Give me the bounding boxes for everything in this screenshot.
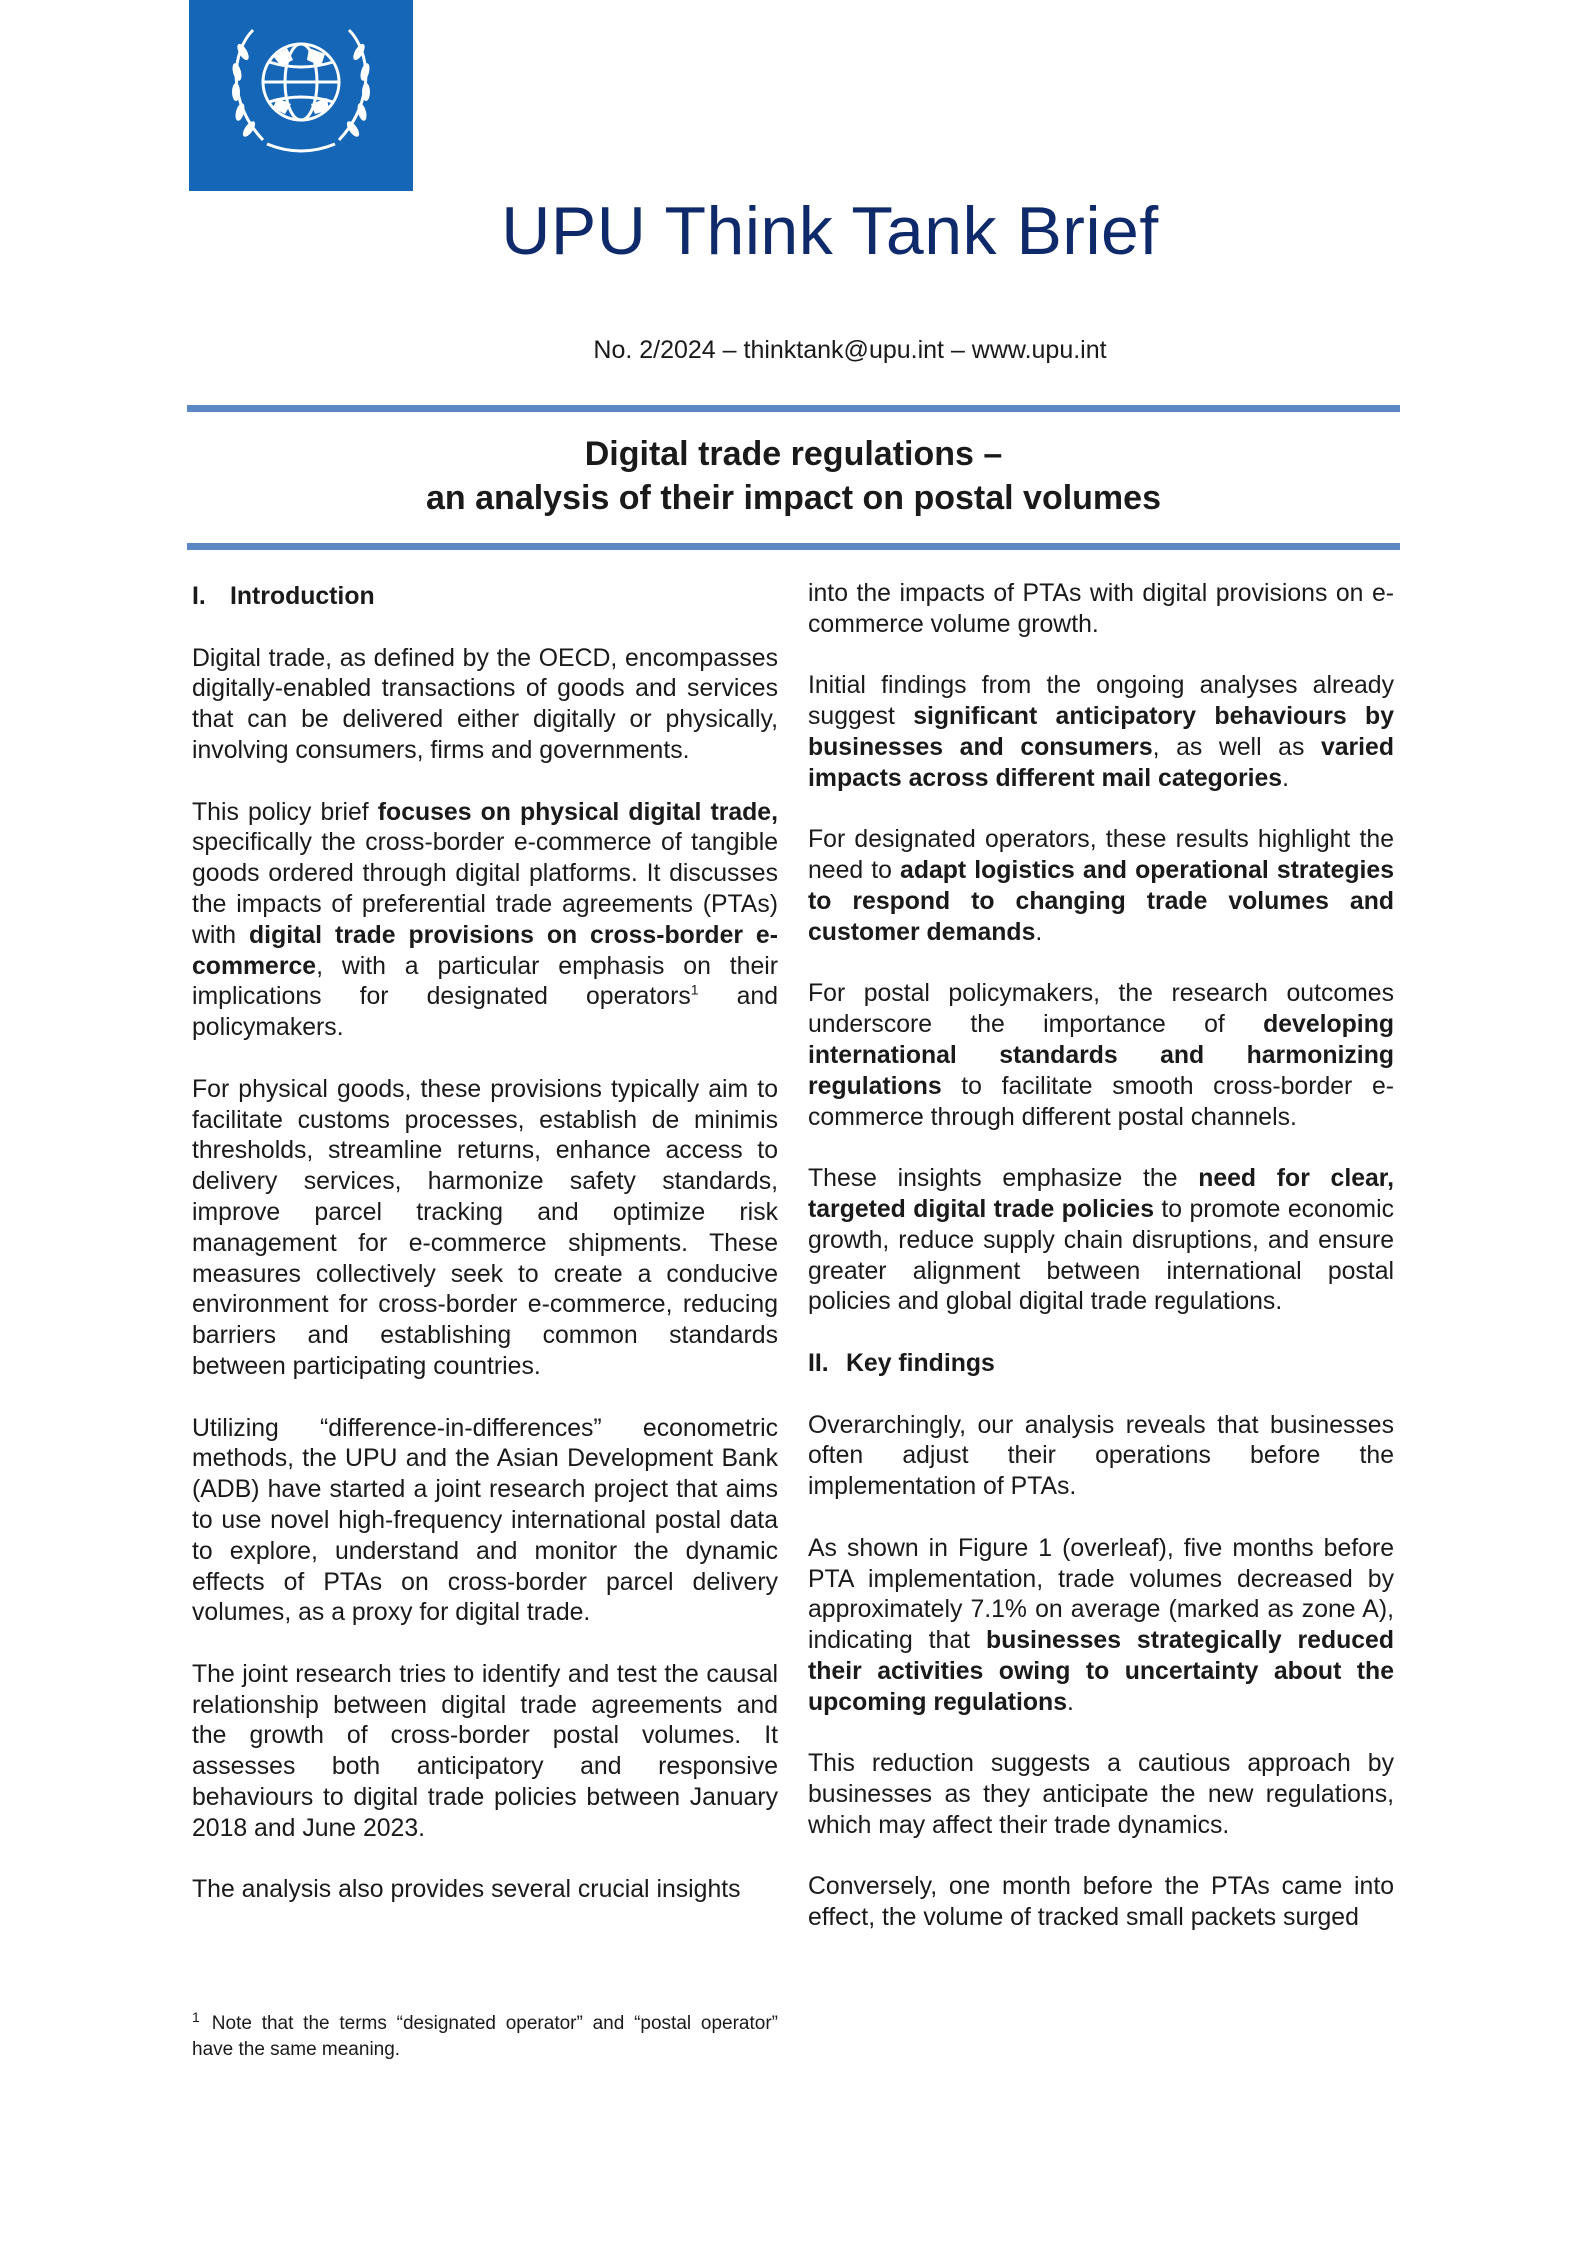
upu-emblem-icon xyxy=(213,12,389,162)
issue-contact-line: No. 2/2024 – thinktank@upu.int – www.upu.int xyxy=(593,336,1107,364)
brief-title xyxy=(187,432,1400,520)
brief-title-line-2: an analysis of their impact on postal volumes xyxy=(426,479,1161,517)
divider-top xyxy=(187,405,1400,412)
paragraph: The analysis also provides several crucial insights xyxy=(192,1876,741,1904)
paragraph: For postal policymakers, the research outcomes underscore the importance of developing international standards and harmonizing regulations to facilitate smooth cross-border e-commerce through different postal channels. xyxy=(808,980,1394,1131)
page-title: UPU Think Tank Brief xyxy=(501,193,1159,269)
divider-bottom xyxy=(187,543,1400,550)
footnote-number: 1 xyxy=(192,2008,200,2025)
section-heading-key-findings: II. Key findings xyxy=(808,1349,995,1377)
left-column xyxy=(192,582,778,1937)
paragraph: For designated operators, these results highlight the need to adapt logistics and operational strategies to respond to changing trade volumes and customer demands. xyxy=(808,826,1395,946)
paragraph: These insights emphasize the need for clear, targeted digital trade policies to promote economic growth, reduce supply chain disruptions, and ensure greater alignment between international postal policies and global digital trade regulations. xyxy=(808,1165,1394,1316)
paragraph: Digital trade, as defined by the OECD, encompasses digitally-enabled transactions of goods and services that can be delivered either digitally or physically, involving consumers, firms and governments. xyxy=(192,644,778,764)
logo-box xyxy=(189,0,413,191)
paragraph: Conversely, one month before the PTAs came into effect, the volume of tracked small packets surged xyxy=(808,1873,1394,1932)
footnote-ref: 1 xyxy=(690,982,699,999)
paragraph: For physical goods, these provisions typically aim to facilitate customs processes, establish de minimis thresholds, streamline returns, enhance access to delivery services, harmonize safety standards, improve parcel tracking and optimize risk management for e-commerce shipments. These measures collectively seek to create a conducive environment for cross-border e-commerce, reducing barriers and establishing common standards between participating countries. xyxy=(192,1075,778,1380)
paragraph: Initial findings from the ongoing analyses already suggest significant anticipatory behaviours by businesses and consumers, as well as varied impacts across different mail categories. xyxy=(808,672,1394,792)
section-heading-introduction: I. Introduction xyxy=(192,583,375,610)
footnote xyxy=(192,2008,778,2063)
paragraph: The joint research tries to identify and test the causal relationship between digital trade agreements and the growth of cross-border postal volumes. It assesses both anticipatory and responsive behaviours to digital trade policies between January 2018 and June 2023. xyxy=(192,1660,778,1842)
footnote-text: Note that the terms “designated operator” and “postal operator” have the same meaning. xyxy=(192,2013,778,2060)
paragraph: This reduction suggests a cautious approach by businesses as they anticipate the new regulations, which may affect their trade dynamics. xyxy=(808,1750,1394,1839)
brief-title-line-1: Digital trade regulations – xyxy=(584,435,1003,473)
paragraph: Overarchingly, our analysis reveals that businesses often adjust their operations before the implementation of PTAs. xyxy=(808,1411,1394,1501)
paragraph: As shown in Figure 1 (overleaf), five months before PTA implementation, trade volumes decreased by approximately 7.1% on average (marked as zone A), indicating that businesses strategically reduced their activities owing to uncertainty about the upcoming regulations. xyxy=(808,1534,1394,1716)
right-column xyxy=(808,579,1394,1965)
paragraph: into the impacts of PTAs with digital provisions on e-commerce volume growth. xyxy=(808,580,1394,638)
paragraph: This policy brief focuses on physical digital trade, specifically the cross-border e-commerce of tangible goods ordered through digital platforms. It discusses the impacts of preferential trade agreements (PTAs) with digital trade provisions on cross-border e-commerce, with a particular emphasis on their implications for designated operators$^1$ and policymakers. xyxy=(192,798,778,1042)
paragraph: Utilizing “difference-in-differences” econometric methods, the UPU and the Asian Development Bank (ADB) have started a joint research project that aims to use novel high-frequency international postal data to explore, understand and monitor the dynamic effects of PTAs on cross-border parcel delivery volumes, as a proxy for digital trade. xyxy=(192,1414,778,1627)
